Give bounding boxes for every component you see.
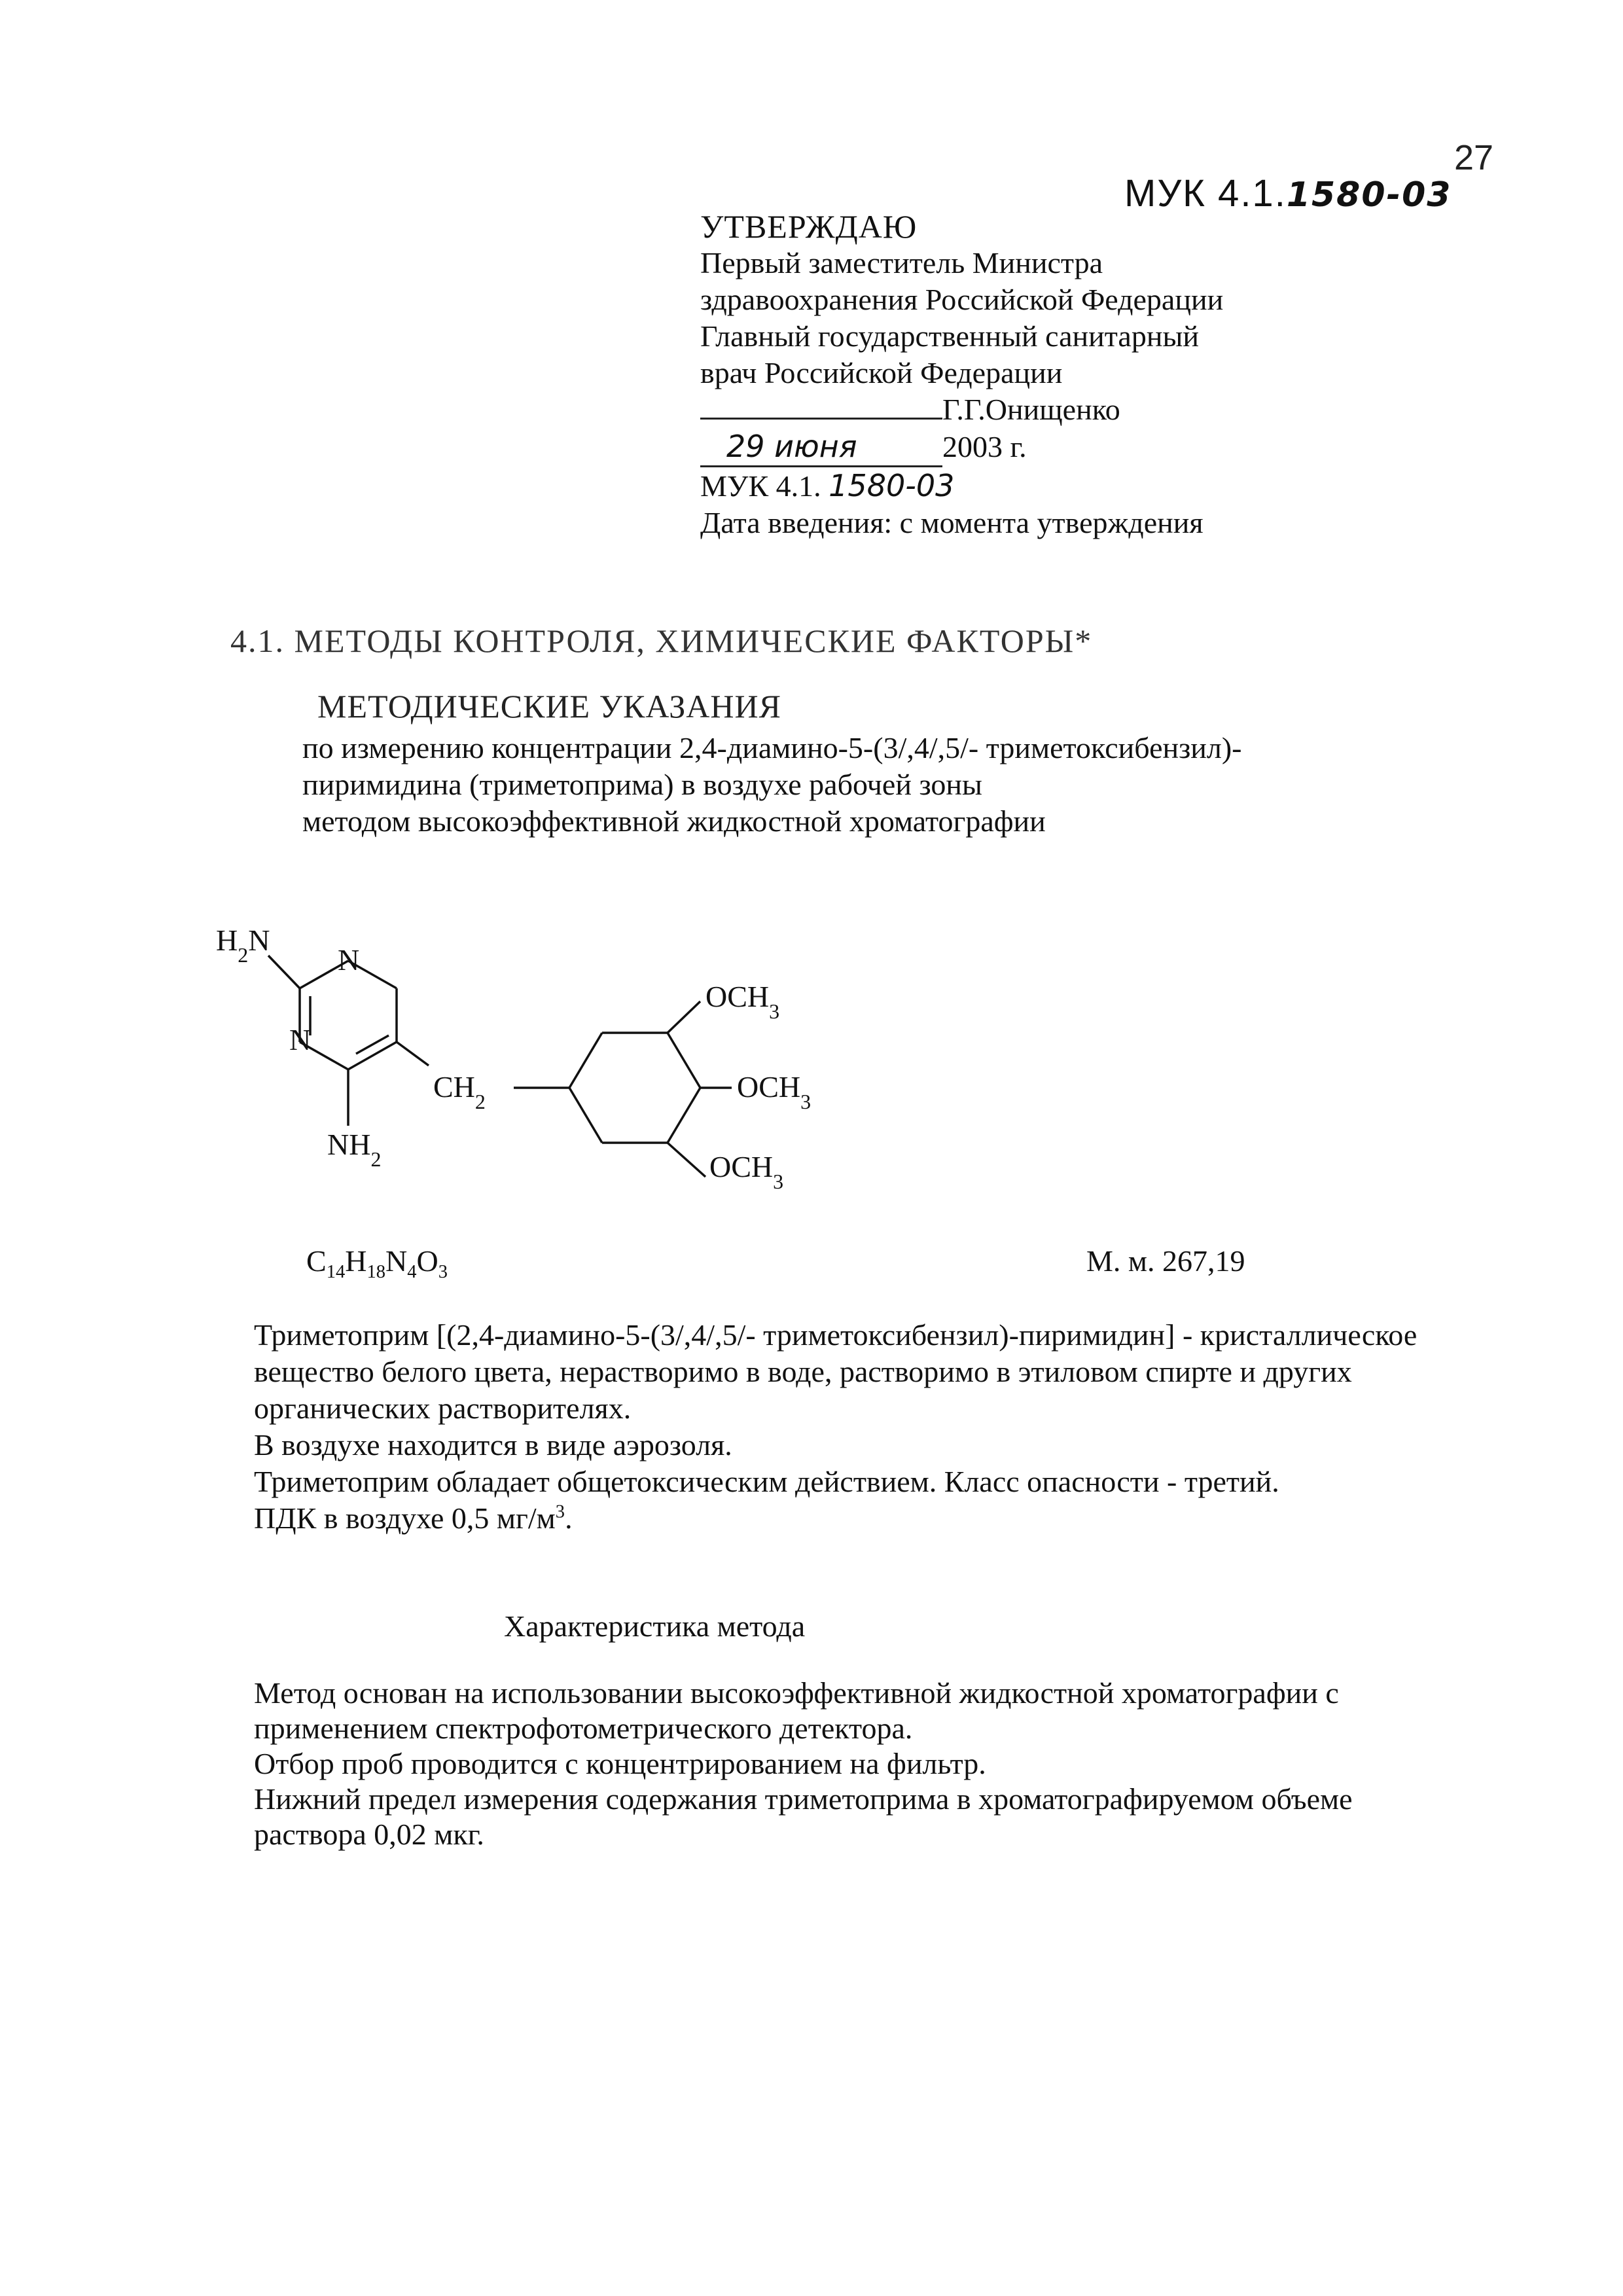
approval-line-3: Главный государственный санитарный bbox=[700, 319, 1199, 353]
code-printed: МУК 4.1. bbox=[1124, 172, 1287, 215]
approval-line-1: Первый заместитель Министра bbox=[700, 246, 1103, 279]
label-n-left: N bbox=[289, 1023, 312, 1056]
muk-handwritten: 1580-03 bbox=[829, 468, 955, 503]
chemical-structure bbox=[203, 910, 857, 1211]
intro-date: Дата введения: с момента утверждения bbox=[700, 506, 1204, 539]
code-handwritten: 1580-03 bbox=[1286, 175, 1452, 215]
label-och3-bot: $OCH_3$ bbox=[709, 1150, 784, 1193]
method-paragraph-2: Отбор проб проводится с концентрированием на фильтр. bbox=[254, 1747, 986, 1780]
approval-title: УТВЕРЖДАЮ bbox=[700, 208, 918, 245]
description-paragraph-1: Триметоприм [(2,4-диамино-5-(3/,4/,5/- триметоксибензил)-пиримидин] - кристаллическое вещество белого цвета, нерастворимо в воде, растворимо в этиловом спирте и других органических растворителях. bbox=[254, 1318, 1418, 1425]
muk-printed: МУК 4.1. bbox=[700, 469, 821, 503]
signature-line bbox=[700, 391, 1223, 428]
description-paragraph-3: Триметоприм обладает общетоксическим действием. Класс опасности - третий. bbox=[254, 1465, 1279, 1498]
label-och3-top: $OCH_3$ bbox=[705, 980, 780, 1023]
guide-heading: МЕТОДИЧЕСКИЕ УКАЗАНИЯ bbox=[317, 688, 781, 725]
molar-mass: М. м. 267,19 bbox=[1086, 1244, 1245, 1278]
label-h2n: $H_2N$ bbox=[216, 924, 270, 967]
description-paragraph-2: В воздухе находится в виде аэрозоля. bbox=[254, 1428, 732, 1462]
label-n-top: N bbox=[338, 943, 360, 977]
signature-name: Г.Г.Онищенко bbox=[942, 393, 1120, 426]
approval-block bbox=[700, 208, 1223, 541]
method-text bbox=[208, 1676, 1425, 1852]
label-nh2: $NH_2$ bbox=[327, 1128, 382, 1171]
label-ch2: $CH_2$ bbox=[433, 1070, 486, 1113]
section-heading: 4.1. МЕТОДЫ КОНТРОЛЯ, ХИМИЧЕСКИЕ ФАКТОРЫ* bbox=[230, 622, 1093, 659]
approval-line-4: врач Российской Федерации bbox=[700, 356, 1063, 389]
description-text bbox=[208, 1317, 1425, 1537]
date-year: 2003 г. bbox=[942, 430, 1027, 463]
page-number: 27 bbox=[1454, 138, 1494, 177]
method-title: Характеристика метода bbox=[504, 1609, 806, 1643]
guide-subtitle bbox=[302, 730, 1241, 840]
approval-line-2: здравоохранения Российской Федерации bbox=[700, 283, 1224, 316]
description-paragraph-4: ПДК в воздухе 0,5 $мг/м^3$. bbox=[254, 1501, 573, 1535]
approval-date bbox=[700, 428, 1223, 467]
guide-line-1: по измерению концентрации 2,4-диамино-5-(3/,4/,5/- триметоксибензил)- bbox=[302, 731, 1242, 764]
date-handwritten: 29 июня bbox=[726, 429, 857, 464]
guide-line-3: методом высокоэффективной жидкостной хроматографии bbox=[302, 804, 1046, 838]
molecular-formula: $C_{14}H_{18}N_4O_3$ bbox=[306, 1244, 448, 1283]
method-paragraph-3: Нижний предел измерения содержания триметоприма в хроматографируемом объеме раствора 0,02 мкг. bbox=[254, 1782, 1353, 1851]
label-och3-mid: $OCH_3$ bbox=[737, 1070, 812, 1113]
method-paragraph-1: Метод основан на использовании высокоэффективной жидкостной хроматографии с применением спектрофотометрического детектора. bbox=[254, 1676, 1339, 1745]
guide-line-2: пиримидина (триметоприма) в воздухе рабочей зоны bbox=[302, 768, 982, 801]
approval-muk bbox=[700, 467, 1223, 505]
